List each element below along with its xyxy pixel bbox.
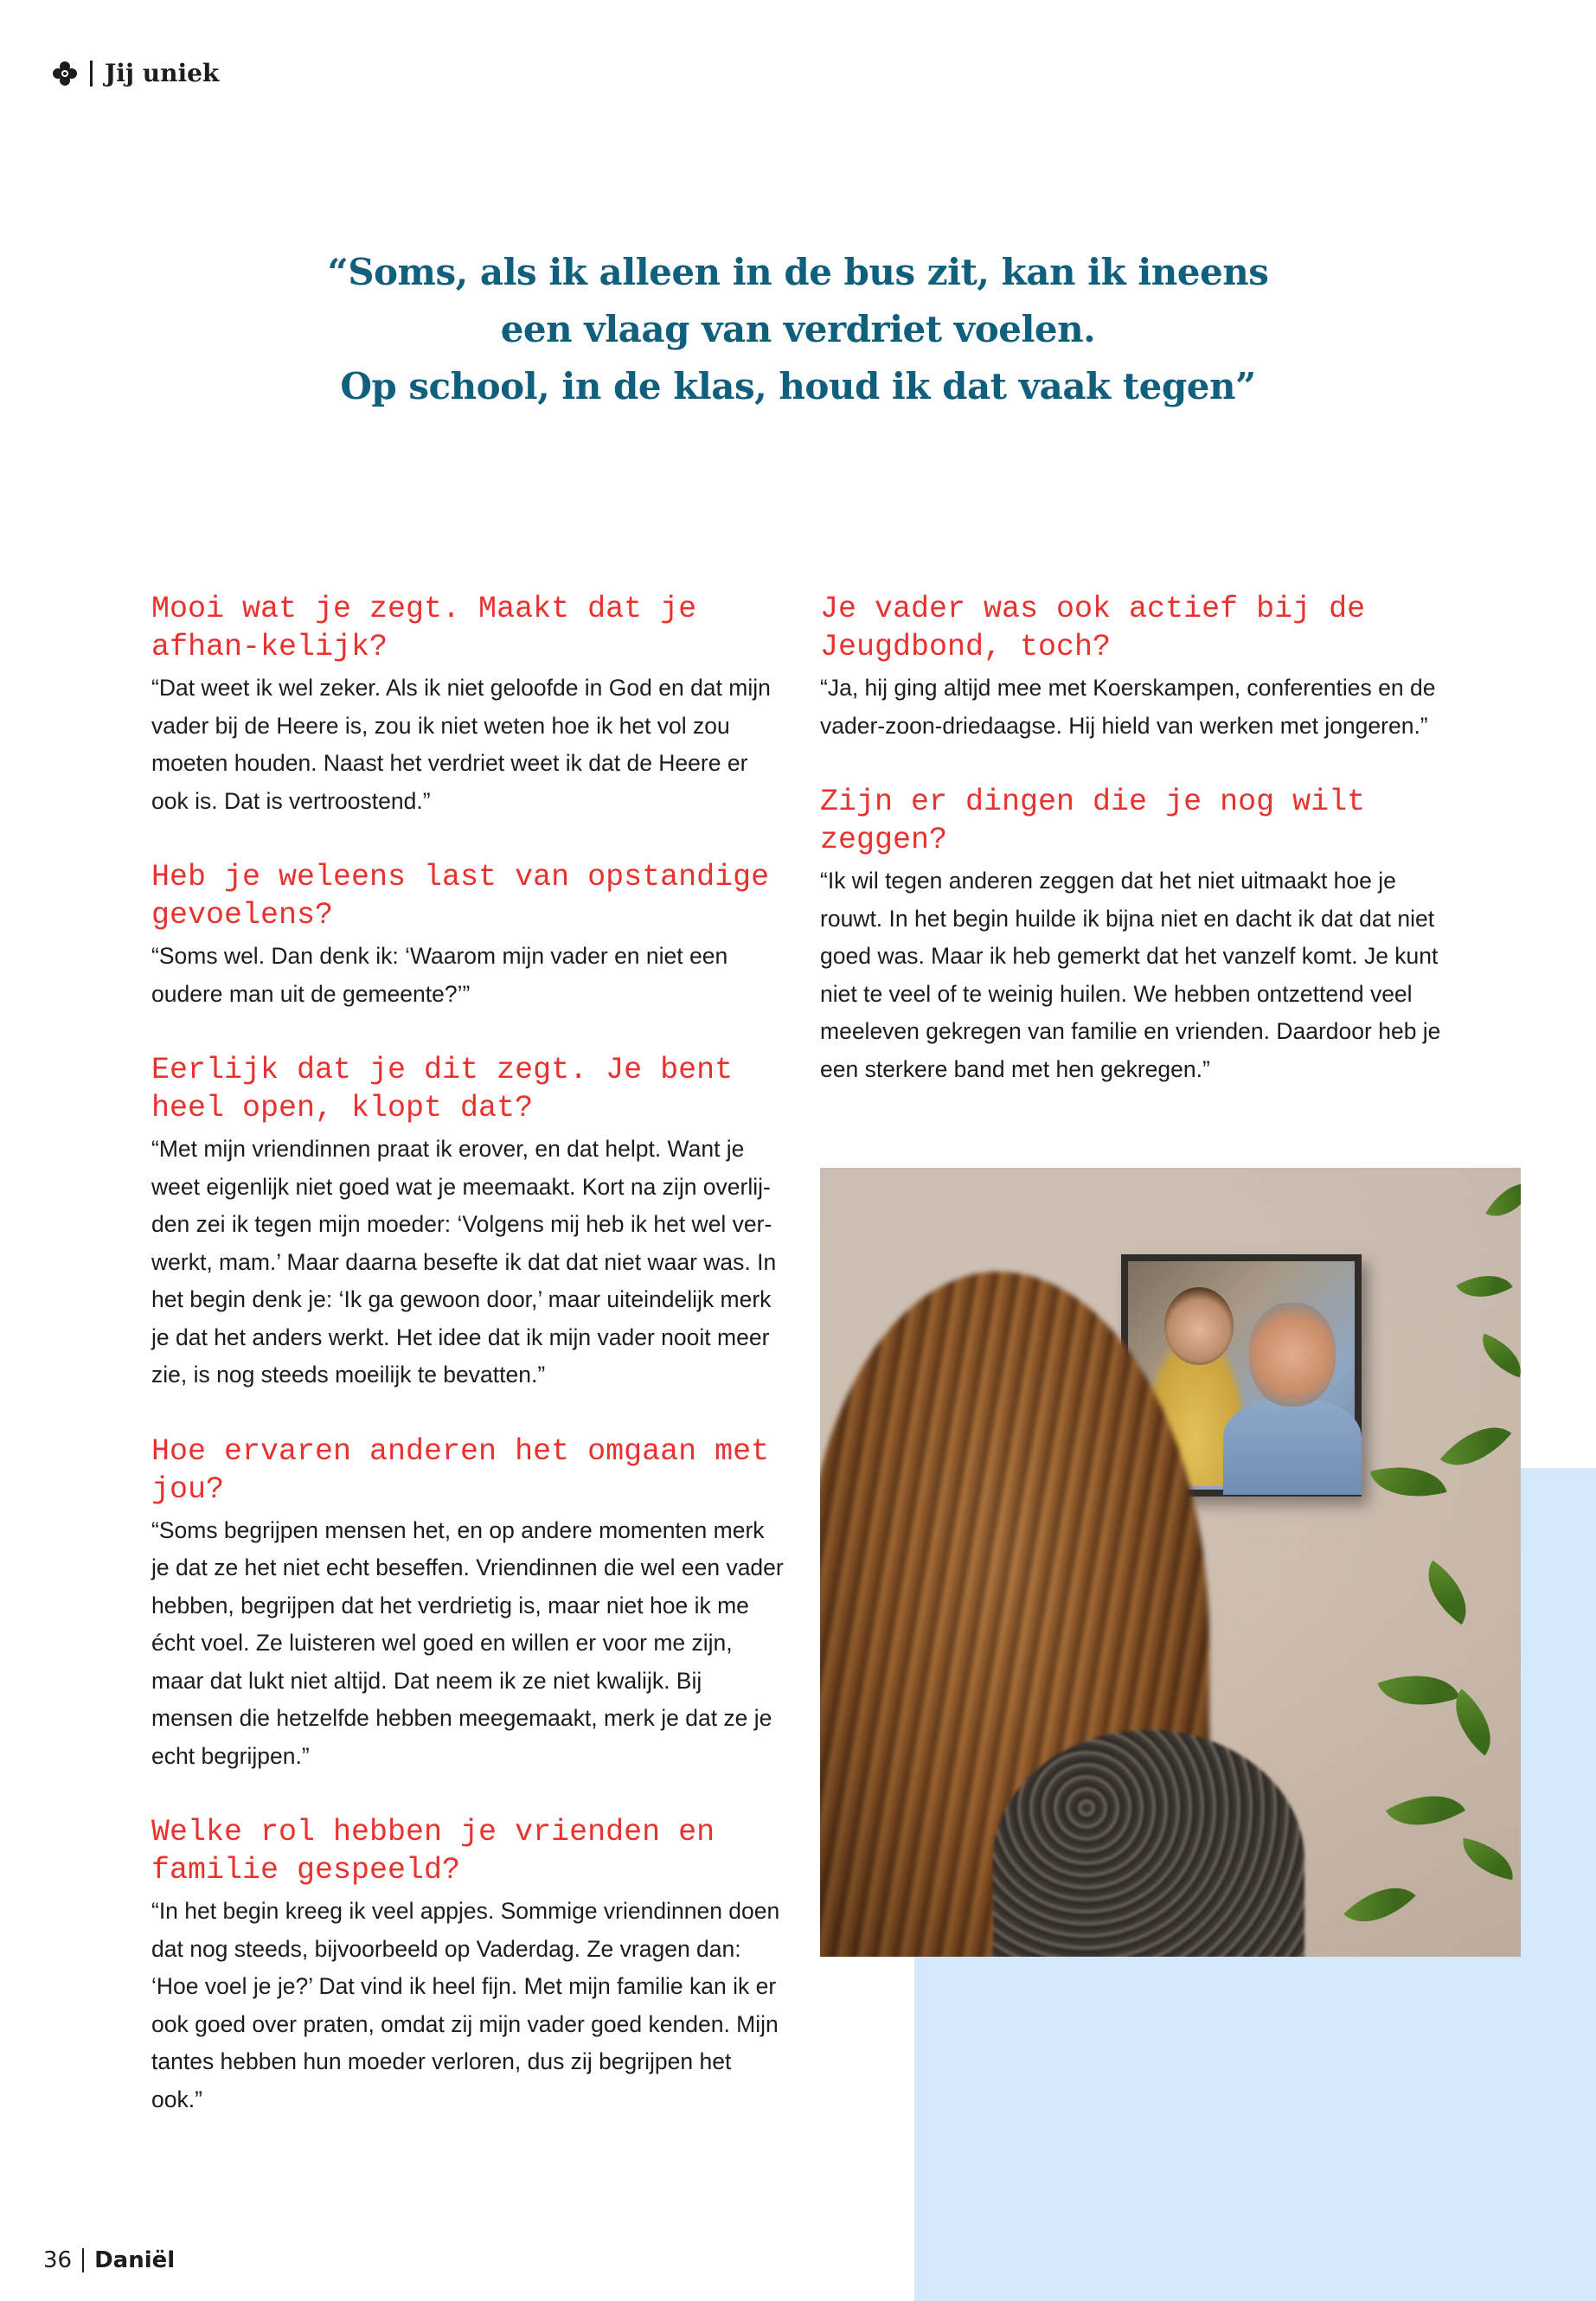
framed-picture-man-body [1223, 1400, 1362, 1495]
footer-divider [82, 2248, 84, 2272]
interview-answer: “Ja, hij ging altijd mee met Koerskampen, conferenties en de vader-zoon-driedaagse. Hij hield van werken met jongeren.” [820, 675, 1436, 739]
left-column [151, 590, 787, 2157]
pull-quote-line: een vlaag van verdriet voelen. [500, 308, 1096, 350]
interview-block [151, 1433, 787, 1776]
interview-answer: “Met mijn vriendinnen praat ik erover, en dat helpt. Want je weet eigenlijk niet goed wat je meemaakt. Kort na zijn overlij-den zei ik tegen mijn moeder: ‘Volgens mij heb ik het wel ver-werkt, mam.’ Maar daarna besefte ik dat dat niet waar was. In het begin denk je: ‘Ik ga gewoon door,’ maar uiteindelijk merk je dat het anders werkt. Het idee dat ik mijn vader nooit meer zie, is nog steeds moeilijk te bevatten.” [151, 1136, 777, 1388]
right-column [820, 590, 1456, 1126]
interview-answer: “Ik wil tegen anderen zeggen dat het niet uitmaakt hoe je rouwt. In het begin huilde ik bijna niet en dacht ik dat dat niet goed was. Maar ik heb gemerkt dat het vanzelf komt. Je kunt niet te veel of te weinig huilen. We hebben ontzettend veel meeleven gekregen van familie en vrienden. Daardoor heb je een sterkere band met hen gekregen.” [820, 868, 1441, 1082]
pull-quote-line: “Soms, als ik alleen in de bus zit, kan ik ineens [327, 251, 1269, 293]
page-footer [43, 2247, 175, 2273]
interview-question: Welke rol hebben je vrienden en familie gespeeld? [151, 1815, 715, 1888]
interview-block [820, 590, 1456, 745]
framed-picture-girl-head [1164, 1287, 1234, 1365]
interview-question: Zijn er dingen die je nog wilt zeggen? [820, 785, 1366, 857]
interview-question: Je vader was ook actief bij de Jeugdbond, toch? [820, 592, 1366, 664]
photo [820, 1168, 1521, 1957]
pull-quote-line: Op school, in de klas, houd ik dat vaak tegen” [340, 365, 1256, 407]
interview-question: Mooi wat je zegt. Maakt dat je afhan-kelijk? [151, 592, 697, 664]
pull-quote [260, 244, 1336, 415]
interview-block [820, 783, 1456, 1088]
section-title: Jij uniek [105, 59, 220, 87]
section-header [52, 59, 219, 87]
interview-question: Eerlijk dat je dit zegt. Je bent heel open, klopt dat? [151, 1053, 734, 1125]
page-number: 36 [43, 2247, 73, 2273]
interview-block [151, 858, 787, 1013]
magazine-name: Daniël [94, 2247, 176, 2273]
header-divider [90, 61, 93, 87]
interview-question: Hoe ervaren anderen het omgaan met jou? [151, 1433, 770, 1507]
interview-answer: “Soms wel. Dan denk ik: ‘Waarom mijn vader en niet een oudere man uit de gemeente?’” [151, 943, 728, 1007]
interview-block [151, 1813, 787, 2118]
flower-icon [52, 61, 78, 87]
interview-answer: “Soms begrijpen mensen het, en op andere momenten merk je dat ze het niet echt beseffen. Vriendinnen die wel een vader hebben, begrijpen dat het verdrietig is, maar niet hoe ik me écht voel. Ze luisteren wel goed en willen er voor me zijn, maar dat lukt niet altijd. Dat neem ik ze niet kwalijk. Bij mensen die hetzelfde hebben meegemaakt, merk je dat ze je echt begrijpen.” [151, 1516, 784, 1769]
interview-answer: “Dat weet ik wel zeker. Als ik niet geloofde in God en dat mijn vader bij de Heere is, zou ik niet weten hoe ik het vol zou moeten houden. Naast het verdriet weet ik dat de Heere er ook is. Dat is vertroostend.” [151, 675, 771, 814]
interview-question: Heb je weleens last van opstandige gevoelens? [151, 860, 770, 933]
framed-picture-man-head [1249, 1303, 1336, 1407]
interview-block [151, 1051, 787, 1394]
interview-block [151, 590, 787, 820]
interview-answer: “In het begin kreeg ik veel appjes. Sommige vriendinnen doen dat nog steeds, bijvoorbeeld op Vaderdag. Ze vragen dan: ‘Hoe voel je je?’ Dat vind ik heel fijn. Met mijn familie kan ik er ook goed over praten, omdat zij mijn vader goed kenden. Mijn tantes hebben hun moeder verloren, dus zij begrijpen het ook.” [151, 1898, 780, 2112]
